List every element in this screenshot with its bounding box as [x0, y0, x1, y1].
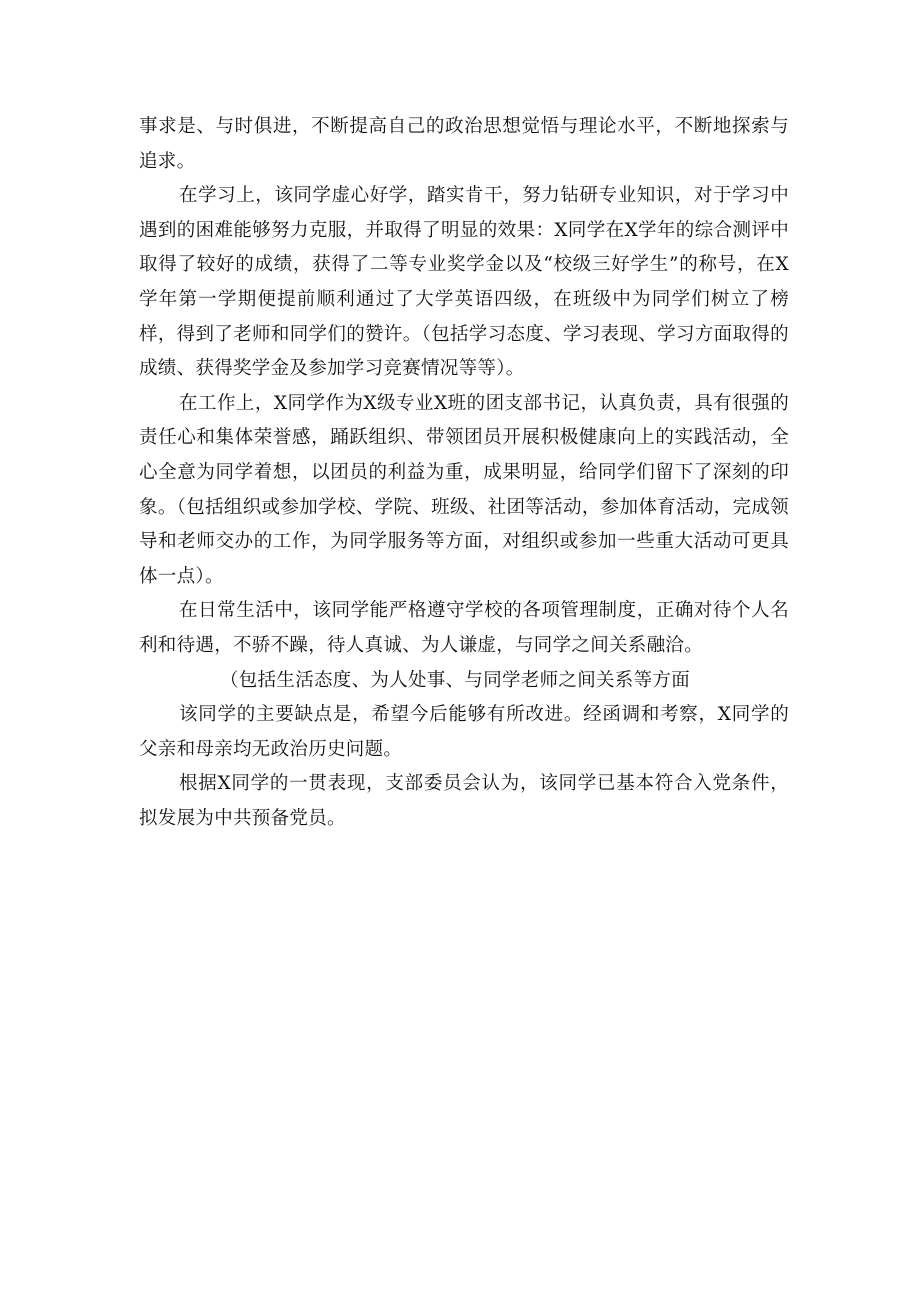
document-body: [139, 110, 789, 836]
paragraph-conclusion: 根据X同学的一贯表现，支部委员会认为，该同学已基本符合入党条件，拟发展为中共预备党员。: [139, 773, 789, 829]
paragraph-work: 在工作上，X同学作为X级专业X班的团支部书记，认真负责，具有很强的责任心和集体荣誉感，踊跃组织、带领团员开展积极健康向上的实践活动，全心全意为同学着想，以团员的利益为重，成果明显，给同学们留下了深刻的印象。（包括组织或参加学校、学院、班级、社团等活动，参加体育活动，完成领导和老师交办的工作，为同学服务等方面，对组织或参加一些重大活动可更具体一点）。: [139, 392, 789, 587]
paragraph-study: 在学习上，该同学虚心好学，踏实肯干，努力钻研专业知识，对于学习中遇到的困难能够努力克服，并取得了明显的效果：X同学在X学年的综合测评中取得了较好的成绩，获得了二等专业奖学金以及“校级三好学生”的称号，在X学年第一学期便提前顺利通过了大学英语四级，在班级中为同学们树立了榜样，得到了老师和同学们的赞许。（包括学习态度、学习表现、学习方面取得的成绩、获得奖学金及参加学习竞赛情况等等）。: [139, 185, 789, 380]
paragraph-shortcomings: 该同学的主要缺点是，希望今后能够有所改进。经函调和考察，X同学的父亲和母亲均无政治历史问题。: [139, 704, 789, 760]
paragraph-continuation: 事求是、与时俱进，不断提高自己的政治思想觉悟与理论水平，不断地探索与追求。: [139, 116, 789, 172]
paragraph-daily-life: 在日常生活中，该同学能严格遵守学校的各项管理制度，正确对待个人名利和待遇，不骄不躁，待人真诚、为人谦虚，与同学之间关系融洽。: [139, 600, 789, 656]
paragraph-life-note: （包括生活态度、为人处事、与同学老师之间关系等方面: [220, 669, 691, 691]
